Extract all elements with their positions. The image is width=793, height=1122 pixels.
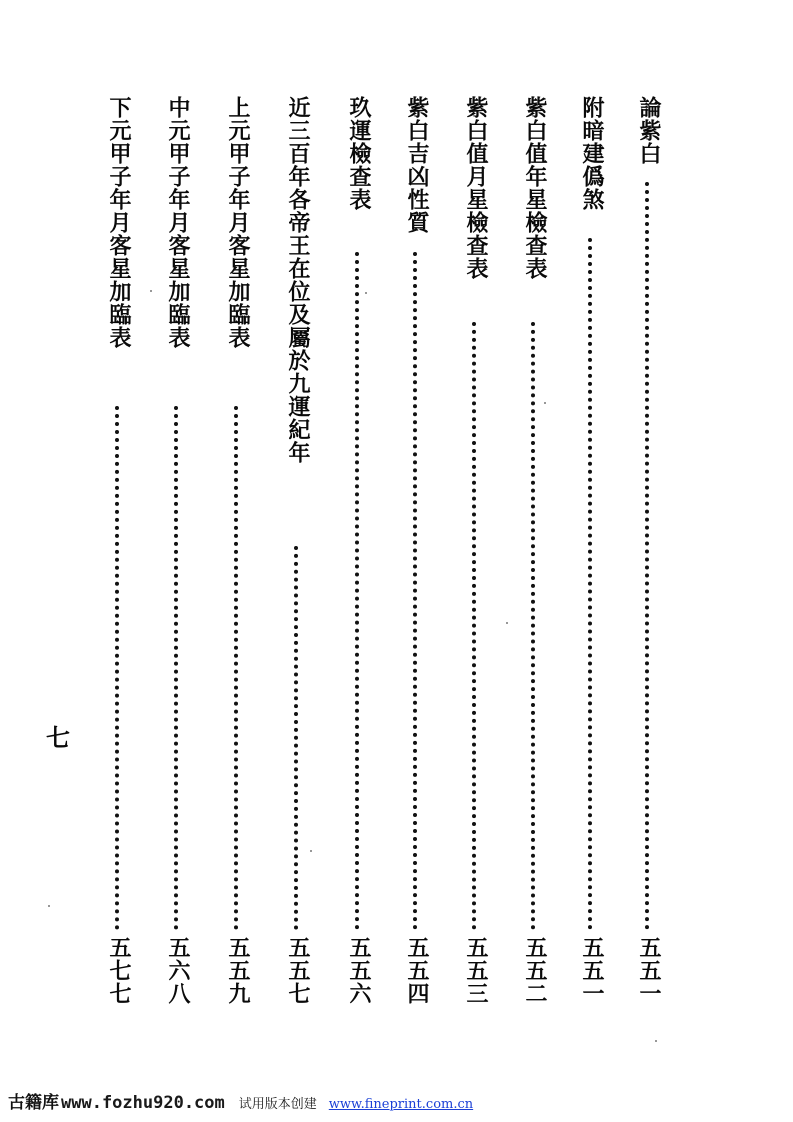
scan-speck (150, 290, 152, 292)
toc-entry (577, 96, 605, 1016)
entry-page-number: 五五四 (404, 936, 429, 1005)
dot-leader (472, 322, 482, 930)
scan-speck (365, 292, 367, 294)
scan-speck (48, 905, 50, 907)
toc-entry (634, 96, 662, 1016)
footer-site-url[interactable]: www.fozhu920.com (61, 1093, 225, 1113)
entry-page-number: 五七七 (106, 936, 131, 1005)
toc-entry (344, 96, 372, 1016)
footer-fineprint-link[interactable]: www.fineprint.com.cn (328, 1097, 474, 1112)
toc-entry (402, 96, 430, 1016)
entry-page-number: 五五七 (285, 936, 310, 1005)
dot-leader (531, 322, 541, 930)
scan-speck (544, 402, 546, 404)
footer-site-name: 古籍库 (8, 1093, 59, 1113)
dot-leader (294, 546, 304, 930)
entry-title: 下元甲子年月客星加臨表 (106, 96, 131, 349)
dot-leader (115, 406, 125, 930)
page-folio: 七 (46, 724, 70, 752)
dot-leader (174, 406, 184, 930)
entry-page-number: 五五九 (225, 936, 250, 1005)
scan-speck (310, 850, 312, 852)
entry-title: 附暗建僞煞 (579, 96, 604, 211)
entry-title: 玖運檢查表 (346, 96, 371, 211)
dot-leader (413, 252, 423, 930)
entry-page-number: 五五一 (579, 936, 604, 1005)
dot-leader (234, 406, 244, 930)
entry-page-number: 五五二 (522, 936, 547, 1005)
entry-title: 中元甲子年月客星加臨表 (165, 96, 190, 349)
scan-speck (655, 1040, 657, 1042)
footer-trial-text: 试用版本创建 (238, 1097, 317, 1112)
entry-title: 論紫白 (636, 96, 661, 165)
entry-page-number: 五五六 (346, 936, 371, 1005)
toc-entry (104, 96, 132, 1016)
entry-title: 紫白值月星檢查表 (463, 96, 488, 280)
dot-leader (588, 238, 598, 930)
scan-speck (506, 622, 508, 624)
entry-page-number: 五五一 (636, 936, 661, 1005)
toc-entry (223, 96, 251, 1016)
dot-leader (355, 252, 365, 930)
entry-title: 紫白吉凶性質 (404, 96, 429, 234)
toc-entry (461, 96, 489, 1016)
footer-watermark (8, 1088, 473, 1114)
entry-title: 紫白值年星檢查表 (522, 96, 547, 280)
dot-leader (645, 182, 655, 930)
toc-entry (163, 96, 191, 1016)
entry-title: 上元甲子年月客星加臨表 (225, 96, 250, 349)
entry-page-number: 五五三 (463, 936, 488, 1005)
entry-page-number: 五六八 (165, 936, 190, 1005)
toc-entry (520, 96, 548, 1016)
toc-entry (283, 96, 311, 1016)
entry-title: 近三百年各帝王在位及屬於九運紀年 (285, 96, 310, 464)
